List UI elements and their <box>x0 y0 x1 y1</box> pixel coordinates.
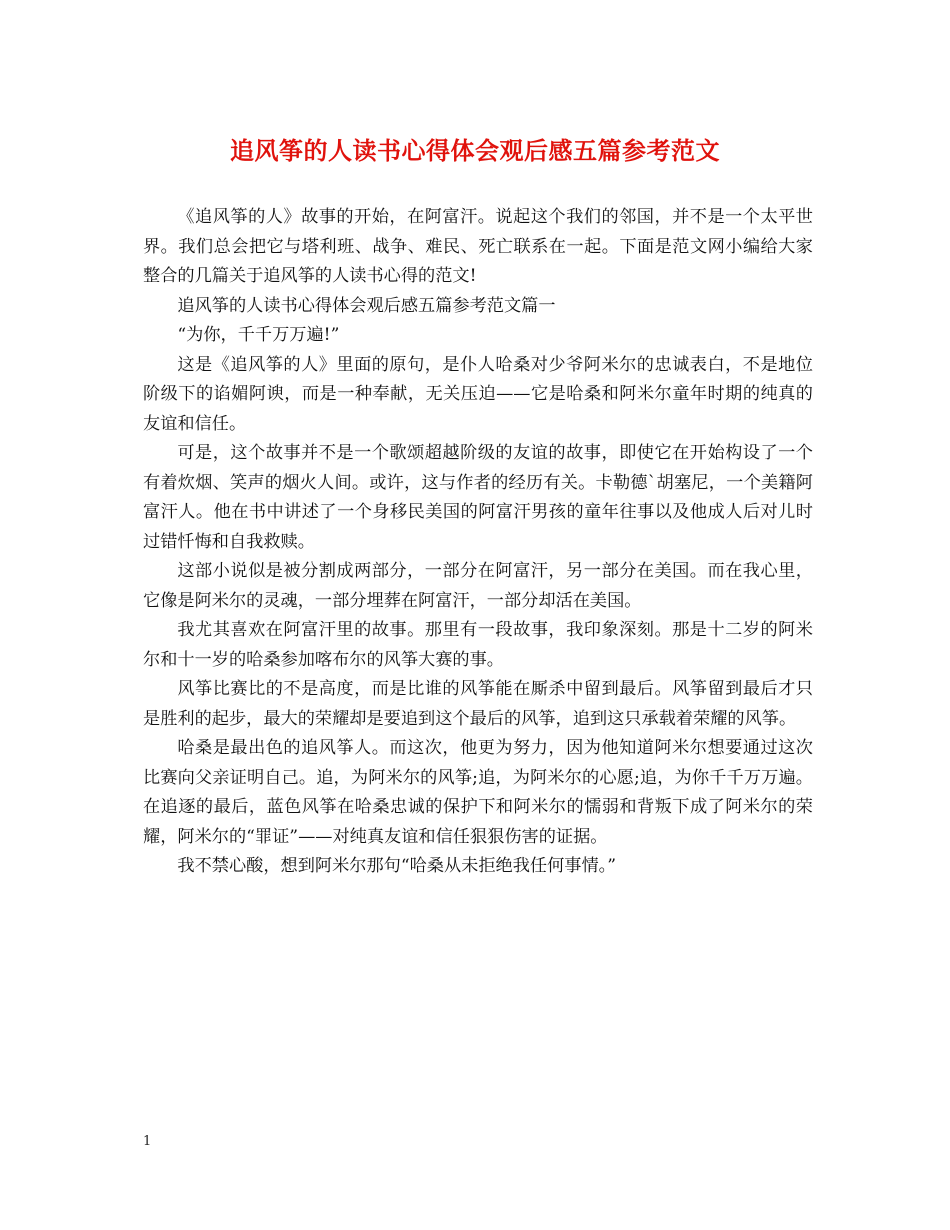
paragraph: 我尤其喜欢在阿富汗里的故事。那里有一段故事，我印象深刻。那是十二岁的阿米尔和十一岁的哈桑参加喀布尔的风筝大赛的事。 <box>143 620 813 670</box>
paragraph: 可是，这个故事并不是一个歌颂超越阶级的友谊的故事，即使它在开始构设了一个有着炊烟、笑声的烟火人间。或许，这与作者的经历有关。卡勒德`胡塞尼，一个美籍阿富汗人。他在书中讲述了一个身移民美国的阿富汗男孩的童年往事以及他成人后对儿时过错忏悔和自我救赎。 <box>143 443 813 552</box>
paragraph: 风筝比赛比的不是高度，而是比谁的风筝能在厮杀中留到最后。风筝留到最后才只是胜利的起步，最大的荣耀却是要追到这个最后的风筝，追到这只承载着荣耀的风筝。 <box>143 679 813 729</box>
paragraph: 我不禁心酸，想到阿米尔那句“哈桑从未拒绝我任何事情。” <box>177 856 617 876</box>
paragraph-section-heading: 追风筝的人读书心得体会观后感五篇参考范文篇一 <box>177 295 556 316</box>
document-body <box>143 203 813 882</box>
paragraph: 这是《追风筝的人》里面的原句，是仆人哈桑对少爷阿米尔的忠诚表白，不是地位阶级下的谄媚阿谀，而是一种奉献，无关压迫——它是哈桑和阿米尔童年时期的纯真的友谊和信任。 <box>143 354 813 434</box>
paragraph-intro: 《追风筝的人》故事的开始，在阿富汗。说起这个我们的邻国，并不是一个太平世界。我们总会把它与塔利班、战争、难民、死亡联系在一起。下面是范文网小编给大家整合的几篇关于追风筝的人读书心得的范文! <box>143 207 813 286</box>
paragraph-quote: “为你，千千万万遍!” <box>177 325 340 345</box>
paragraph: 哈桑是最出色的追风筝人。而这次，他更为努力，因为他知道阿米尔想要通过这次比赛向父亲证明自己。追，为阿米尔的风筝;追，为阿米尔的心愿;追，为你千千万万遍。在追逐的最后，蓝色风筝在哈桑忠诚的保护下和阿米尔的懦弱和背叛下成了阿米尔的荣耀，阿米尔的“罪证”——对纯真友谊和信任狠狠伤害的证据。 <box>143 738 813 847</box>
paragraph: 这部小说似是被分割成两部分，一部分在阿富汗，另一部分在美国。而在我心里，它像是阿米尔的灵魂，一部分埋葬在阿富汗，一部分却活在美国。 <box>143 561 813 611</box>
page-number: 1 <box>143 1134 152 1149</box>
document-title: 追风筝的人读书心得体会观后感五篇参考范文 <box>230 136 720 165</box>
